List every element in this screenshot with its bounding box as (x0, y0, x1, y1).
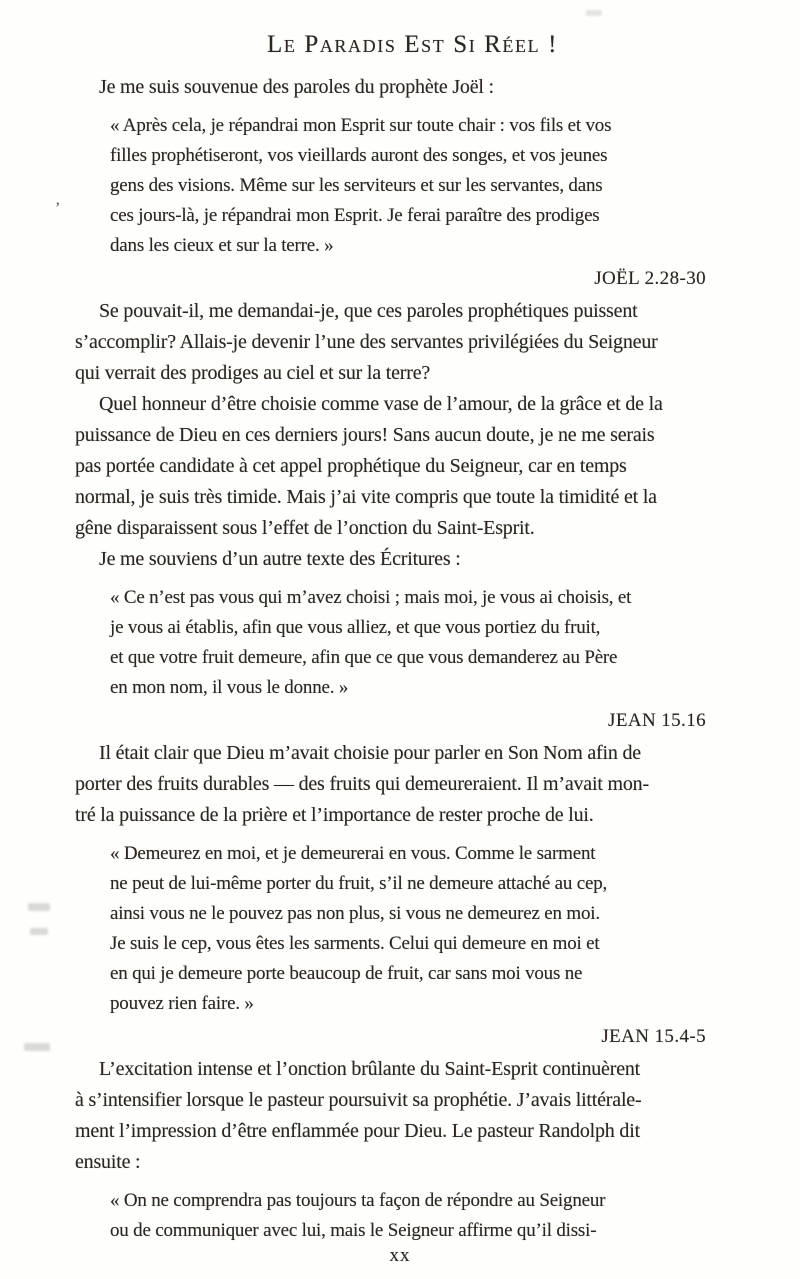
text-line: L’excitation intense et l’onction brûlante du Saint-Esprit continuèrent (99, 1058, 641, 1080)
text-line: « Après cela, je répandrai mon Esprit sur toute chair : vos fils et vos (110, 115, 612, 136)
text-line: « Ce n’est pas vous qui m’avez choisi ; mais moi, je vous ai choisis, et (110, 587, 632, 608)
text-line: en qui je demeure porte beaucoup de fruit, car sans moi vous ne (110, 963, 583, 984)
text-line: « On ne comprendra pas toujours ta façon de répondre au Seigneur (110, 1190, 606, 1211)
paragraph-block (75, 544, 750, 575)
text-line: et que votre fruit demeure, afin que ce que vous demanderez au Père (110, 647, 618, 668)
text-line: je vous ai établis, afin que vous alliez, et que vous portiez du fruit, (110, 617, 601, 638)
text-line: ment l’impression d’être enflammée pour Dieu. Le pasteur Randolph dit (75, 1120, 640, 1142)
text-line: gêne disparaissent sous l’effet de l’onction du Saint-Esprit. (75, 517, 535, 539)
text-line: porter des fruits durables — des fruits qui demeureraient. Il m’avait mon- (75, 773, 649, 795)
text-blocks (75, 72, 750, 1246)
scan-artifact-stray-mark: ’ (55, 200, 61, 217)
text-line: à s’intensifier lorsque le pasteur poursuivit sa prophétie. J’avais littérale- (75, 1089, 642, 1111)
text-line: puissance de Dieu en ces derniers jours! Sans aucun doute, je ne me serais (75, 424, 655, 446)
text-line: filles prophétiseront, vos vieillards auront des songes, et vos jeunes (110, 145, 608, 166)
text-line: Je suis le cep, vous êtes les sarments. Celui qui demeure en moi et (110, 933, 600, 954)
text-line: ces jours-là, je répandrai mon Esprit. Je ferai paraître des prodiges (110, 205, 600, 226)
scripture-reference: JOËL 2.28-30 (594, 268, 706, 289)
quote-block (110, 583, 706, 703)
text-line: dans les cieux et sur la terre. » (110, 235, 334, 256)
paragraph-block (75, 738, 750, 831)
paragraph-block (75, 296, 750, 389)
paragraph-block (75, 389, 750, 544)
page-number: xx (389, 1245, 411, 1266)
text-line: « Demeurez en moi, et je demeurerai en vous. Comme le sarment (110, 843, 596, 864)
text-line: s’accomplir? Allais-je devenir l’une des servantes privilégiées du Seigneur (75, 331, 658, 353)
scripture-reference: JEAN 15.16 (608, 710, 706, 731)
quote-block (110, 839, 706, 1019)
text-line: qui verrait des prodiges au ciel et sur la terre? (75, 362, 431, 384)
text-line: gens des visions. Même sur les serviteurs et sur les servantes, dans (110, 175, 603, 196)
text-line: Je me suis souvenue des paroles du prophète Joël : (99, 76, 494, 98)
text-line: Il était clair que Dieu m’avait choisie pour parler en Son Nom afin de (99, 742, 641, 764)
quote-block (110, 1186, 706, 1246)
text-line: pouvez rien faire. » (110, 993, 254, 1014)
quote-block (110, 111, 706, 261)
running-head-title: Le Paradis Est Si Réel ! (267, 31, 558, 58)
text-line: tré la puissance de la prière et l’importance de rester proche de lui. (75, 804, 594, 826)
text-line: Quel honneur d’être choisie comme vase de l’amour, de la grâce et de la (99, 393, 663, 415)
text-line: ensuite : (75, 1151, 141, 1173)
text-line: Je me souviens d’un autre texte des Écritures : (99, 548, 461, 570)
text-line: ainsi vous ne le pouvez pas non plus, si vous ne demeurez en moi. (110, 903, 600, 924)
text-line: ou de communiquer avec lui, mais le Seigneur affirme qu’il dissi- (110, 1220, 597, 1241)
paragraph-block (75, 72, 750, 103)
text-line: Se pouvait-il, me demandai-je, que ces paroles prophétiques puissent (99, 300, 638, 322)
scripture-reference: JEAN 15.4-5 (601, 1026, 706, 1047)
text-line: ne peut de lui-même porter du fruit, s’il ne demeure attaché au cep, (110, 873, 608, 894)
text-line: normal, je suis très timide. Mais j’ai vite compris que toute la timidité et la (75, 486, 657, 508)
text-line: en mon nom, il vous le donne. » (110, 677, 349, 698)
text-line: pas portée candidate à cet appel prophétique du Seigneur, car en temps (75, 455, 627, 477)
paragraph-block (75, 1054, 750, 1178)
